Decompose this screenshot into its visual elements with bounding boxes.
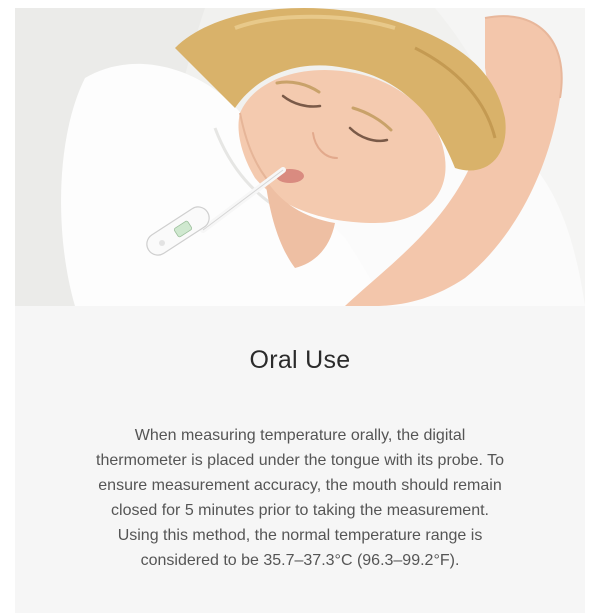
- child-thermometer-illustration: [15, 8, 585, 306]
- hero-photo: [15, 8, 585, 306]
- section-description: When measuring temperature orally, the digital thermometer is placed under the tongue with its probe. To ensure measurement accuracy, the mouth should remain closed for 5 minutes prior to taking the measurement. Using this method, the normal temperature range is considered to be 35.7–37.3°C (96.3–99.2°F).: [96, 427, 504, 569]
- section-title: Oral Use: [249, 346, 351, 374]
